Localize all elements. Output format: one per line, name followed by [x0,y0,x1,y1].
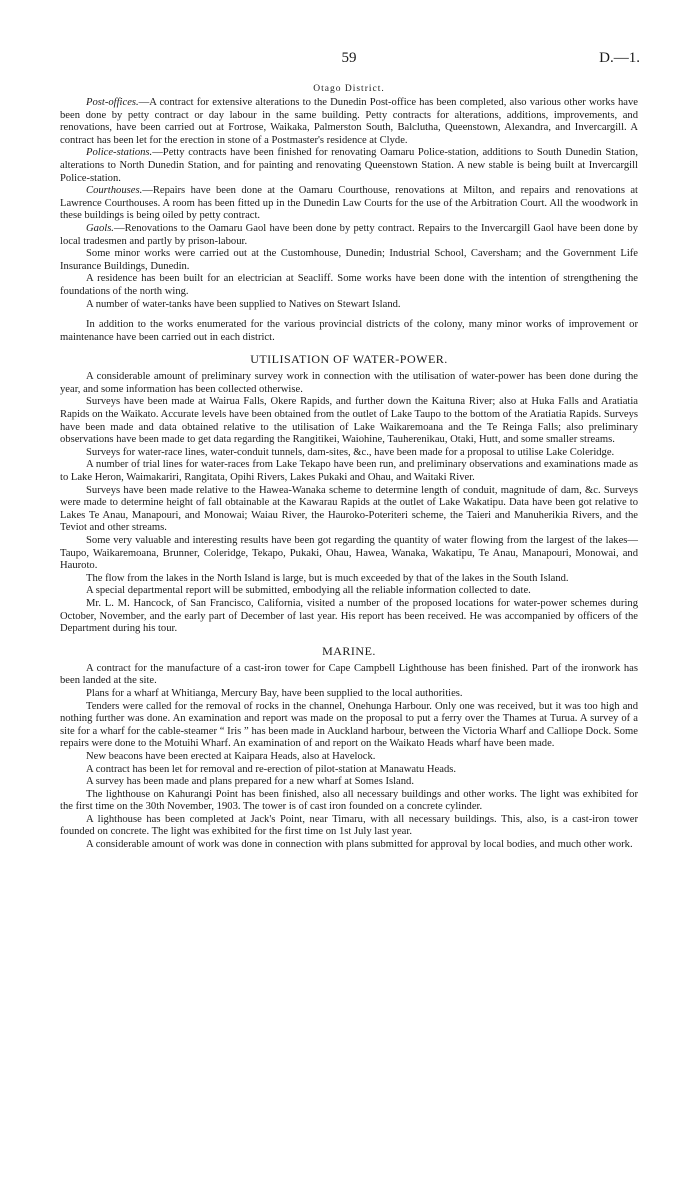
document-page [60,50,638,852]
otago-district-section [60,84,638,344]
gaols-paragraph [60,223,638,248]
marine-paragraph: A survey has been made and plans prepared for a new wharf at Somes Island. [86,776,415,788]
marine-paragraph: The lighthouse on Kahurangi Point has been finished, also all necessary buildings and other works. The light was exhibited for the first time on the 30th November, 1903. The tower is of cast iron founded on a concrete cylinder. [60,788,638,813]
page-reference: D.—1. [599,50,640,66]
water-power-paragraph: Surveys have been made relative to the Hawea-Wanaka scheme to determine length of conduit, magnitude of dam, &c. Surveys were made to determine height of fall obtainable at the Kawarau Rapids at the outlet of Lake Wakatipu. Data have been got relative to Lakes Te Anau, Manapouri, and Monowai; Waiau River, the Hauroko-Poteriteri scheme, the Taieri and Manuherikia Rivers, and the Teviot and other streams. [60,484,638,534]
water-power-heading: UTILISATION OF WATER-POWER. [250,352,448,367]
police-stations-paragraph [60,147,638,185]
water-power-paragraph: A considerable amount of preliminary survey work in connection with the utilisation of water-power has been done during the year, and some information has been collected otherwise. [60,371,638,395]
courthouses-lead: Courthouses. [86,185,143,197]
marine-paragraph: Tenders were called for the removal of rocks in the channel, Onehunga Harbour. Only one was received, but it was too high and nothing further was done. An examination and report was made on the proposal to put a ferry over the Thames at Turua. A survey of a site for a wharf for the cable-steamer “ Iris ” has been made in Auckland harbour, between the Victoria Wharf and Calliope Dock. Some repairs were done to the Motuihi Wharf. An examination of and report on the Waikato Heads wharf have been made. [60,700,638,750]
marine-paragraph: A considerable amount of work was done in connection with plans submitted for approval by local bodies, and much other work. [86,839,633,851]
gaols-text: —Renovations to the Oamaru Gaol have been done by petty contract. Repairs to the Invercargill Gaol have been done by local tradesmen and partly by prison-labour. [60,222,638,247]
courthouses-text: —Repairs have been done at the Oamaru Courthouse, renovations at Milton, and repairs and renovations at Lawrence Courthouses. A room has been fitted up in the Dunedin Law Courts for the use of the Arbitration Court. All the woodwork in these buildings is being oiled by petty contract. [60,185,638,222]
marine-paragraph: A lighthouse has been completed at Jack's Point, near Timaru, with all necessary buildings. This, also, is a cast-iron tower founded on concrete. The light was exhibited for the first time on 1st July last year. [60,813,638,838]
marine-paragraph: A contract has been let for removal and re-erection of pilot-station at Manawatu Heads. [86,763,457,775]
courthouses-paragraph [60,185,638,223]
marine-paragraph: A contract for the manufacture of a cast-iron tower for Cape Campbell Lighthouse has been finished. Part of the ironwork has been landed at the site. [60,662,638,687]
police-stations-text: —Petty contracts have been finished for renovating Oamaru Police-station, additions to South Dunedin Station, alterations to North Dunedin Station, and for painting and renovating Queenstown Station. A new stable is being built at Invercargill Police-station. [60,147,638,184]
water-power-paragraph: Surveys for water-race lines, water-conduit tunnels, dam-sites, &c., have been made for a proposal to utilise Lake Coleridge. [86,446,615,458]
water-power-section [60,352,638,635]
water-power-paragraph: The flow from the lakes in the North Island is large, but is much exceeded by that of the lakes in the South Island. [86,572,569,584]
gaols-lead: Gaols. [86,222,114,234]
police-stations-lead: Police-stations. [86,147,153,159]
water-power-paragraph: Mr. L. M. Hancock, of San Francisco, California, visited a number of the proposed locations for water-power schemes during October, November, and the early part of December of last year. His report has been received. He was accompanied by officers of the Department during his tour. [60,597,638,635]
seacliff-paragraph: A residence has been built for an electrician at Seacliff. Some works have been done with the intention of strengthening the foundations of the north wing. [60,273,638,297]
marine-section [60,644,638,852]
water-tanks-paragraph: A number of water-tanks have been supplied to Natives on Stewart Island. [86,298,401,310]
marine-paragraph: New beacons have been erected at Kaipara Heads, also at Havelock. [86,750,376,762]
otago-district-heading: Otago District. [313,84,385,94]
post-offices-text: —A contract for extensive alterations to the Dunedin Post-office has been completed, also various other works have been done by petty contract or day labour in the same building. Petty contracts for alterations, additions, improvements, and renovations, have been carried out at Fortrose, Waikaka, Palmerston South, Balclutha, Queenstown, Alexandra, and Invercargill. A contract has been let for the erection in stone of a Postmaster's residence at Clyde. [60,97,638,146]
page-number: 59 [341,50,357,66]
minor-works-paragraph: Some minor works were carried out at the Customhouse, Dunedin; Industrial School, Caversham; and the Government Life Insurance Buildings, Dunedin. [60,248,638,272]
water-power-paragraph: Some very valuable and interesting results have been got regarding the quantity of water flowing from the largest of the lakes—Taupo, Waikaremoana, Brunner, Coleridge, Tekapo, Pukaki, Ohau, Hawea, Wanaka, Wakatipu, Te Anau, Manapouri, Monowai, and Hauroto. [60,535,638,572]
water-power-paragraph: A number of trial lines for water-races from Lake Tekapo have been run, and preliminary observations and examinations made as to Lake Heron, Waimakariri, Rangitata, Opihi Rivers, Lakes Pukaki and Ohau, and Waitaki River. [60,459,638,484]
page-header [60,50,638,72]
post-offices-paragraph [60,97,638,147]
post-offices-lead: Post-offices. [86,97,139,108]
water-power-paragraph: A special departmental report will be submitted, embodying all the reliable information collected to date. [86,585,531,597]
water-power-paragraph: Surveys have been made at Wairua Falls, Okere Rapids, and further down the Kaituna River; also at Huka Falls and Aratiatia Rapids on the Waikato. Accurate levels have been obtained from the outlet of Lake Taupo to the bottom of the Aratiatia Rapids. Surveys have been made and data obtained relative to the utilisation of Lake Waikaremoana and the Te Reinga Falls; also preliminary observations have been made to get data regarding the Rangitikei, Waiohine, Tauherenikau, Otaki, Hutt, and some smaller streams. [60,396,638,446]
marine-heading: MARINE. [322,643,376,658]
marine-paragraph: Plans for a wharf at Whitianga, Mercury Bay, have been supplied to the local authorities. [86,687,463,699]
provincial-summary-paragraph: In addition to the works enumerated for the various provincial districts of the colony, many minor works of improvement or maintenance have been carried out in each district. [60,319,638,343]
